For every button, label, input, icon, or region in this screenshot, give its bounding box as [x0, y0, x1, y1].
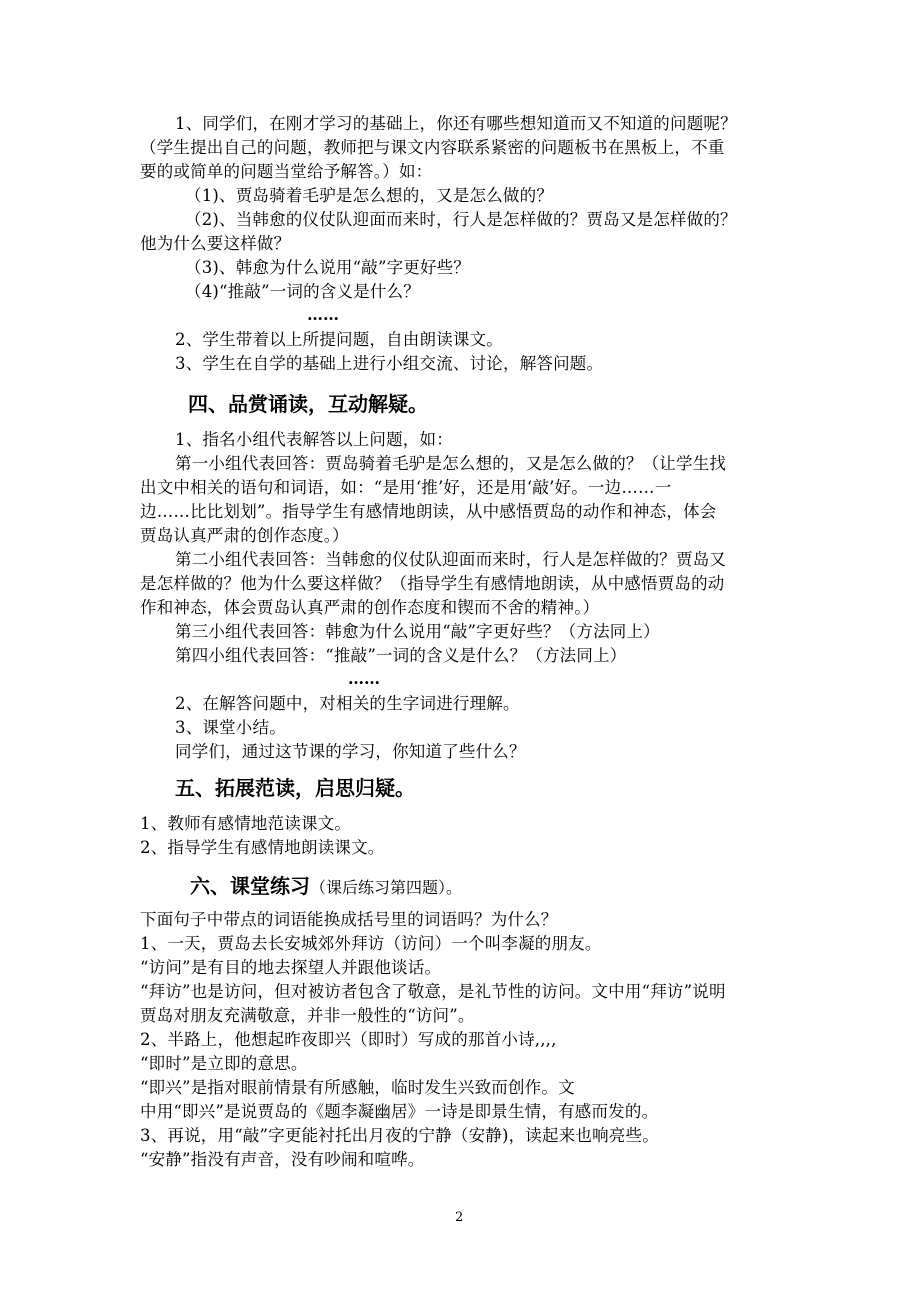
- exercise-line-5: 贾岛对朋友充满敬意，并非一般性的“访问”。: [140, 1006, 475, 1025]
- group-2-line-2: 是怎样做的？他为什么要这样做？（指导学生有感情地朗读，从中感悟贾岛的动: [140, 574, 725, 593]
- exercise-line-1: 下面句子中带点的词语能换成括号里的词语吗？为什么？: [140, 910, 558, 929]
- part4-intro: 1、指名小组代表解答以上问题，如：: [175, 430, 453, 449]
- section-heading-5: 五、拓展范读，启思归疑。: [175, 776, 415, 800]
- group-4: 第四小组代表回答：“推敲”一词的含义是什么？（方法同上）: [175, 646, 627, 665]
- exercise-line-3: “访问”是有目的地去探望人并跟他谈话。: [140, 958, 442, 977]
- page-number: 2: [455, 1210, 464, 1225]
- section-heading-6-title: 六、课堂练习: [190, 874, 310, 898]
- group-3: 第三小组代表回答：韩愈为什么说用“敲”字更好些？（方法同上）: [175, 622, 660, 641]
- section-heading-4: 四、品赏诵读，互动解疑。: [188, 392, 428, 416]
- exercise-line-2: 1、一天，贾岛去长安城郊外拜访（访问）一个叫李凝的朋友。: [140, 934, 602, 953]
- group-2-line-1: 第二小组代表回答：当韩愈的仪仗队迎面而来时，行人是怎样做的？贾岛又: [175, 550, 727, 569]
- exercise-line-4: “拜访”也是访问，但对被访者包含了敬意，是礼节性的访问。文中用“拜访”说明: [140, 982, 726, 1001]
- question-item-2-cont: 他为什么要这样做？: [140, 234, 291, 253]
- part4-point-3: 3、课堂小结。: [175, 718, 286, 737]
- group-1-line-4: 贾岛认真严肃的创作态度。）: [140, 526, 349, 545]
- part5-line-2: 2、指导学生有感情地朗读课文。: [140, 838, 385, 857]
- question-2: 2、学生带着以上所提问题，自由朗读课文。: [175, 330, 503, 349]
- question-item-3: （3)、韩愈为什么说用“敲”字更好些？: [185, 258, 471, 277]
- question-1-line-1: 1、同学们，在刚才学习的基础上，你还有哪些想知道而又不知道的问题呢？: [175, 114, 737, 133]
- ellipsis-1: ……: [307, 305, 339, 324]
- question-item-2: （2)、当韩愈的仪仗队迎面而来时，行人是怎样做的？贾岛又是怎样做的？: [185, 210, 737, 229]
- exercise-line-9: 中用“即兴”是说贾岛的《题李凝幽居》一诗是即景生情，有感而发的。: [140, 1102, 659, 1121]
- question-1-line-2: （学生提出自己的问题，教师把与课文内容联系紧密的问题板书在黑板上，不重: [140, 138, 725, 157]
- question-1-line-3: 要的或简单的问题当堂给予解答。）如：: [140, 162, 433, 181]
- exercise-line-8: “即兴”是指对眼前情景有所感触，临时发生兴致而创作。文: [140, 1078, 575, 1097]
- group-1-line-1: 第一小组代表回答：贾岛骑着毛驴是怎么想的，又是怎么做的？（让学生找: [175, 454, 727, 473]
- section-heading-6: [190, 872, 462, 902]
- part4-summary-question: 同学们，通过这节课的学习，你知道了些什么？: [175, 742, 526, 761]
- group-2-line-3: 作和神态，体会贾岛认真严肃的创作态度和锲而不舍的精神。）: [140, 598, 600, 617]
- group-1-line-2: 出文中相关的语句和词语，如：“是用‘推’好，还是用‘敲’好。一边……一: [140, 478, 672, 497]
- group-1-line-3: 边……比比划划”。指导学生有感情地朗读，从中感悟贾岛的动作和神态，体会: [140, 502, 717, 521]
- exercise-line-11: “安静”指没有声音，没有吵闹和喧哗。: [140, 1150, 425, 1169]
- part4-point-2: 2、在解答问题中，对相关的生字词进行理解。: [175, 694, 520, 713]
- part5-line-1: 1、教师有感情地范读课文。: [140, 814, 352, 833]
- exercise-line-7: “即时”是立即的意思。: [140, 1054, 308, 1073]
- question-item-1: （1)、贾岛骑着毛驴是怎么想的，又是怎么做的？: [185, 186, 554, 205]
- section-heading-6-note: （课后练习第四题）。: [310, 878, 463, 897]
- question-3: 3、学生在自学的基础上进行小组交流、讨论，解答问题。: [175, 354, 604, 373]
- question-item-4: （4)“推敲”一词的含义是什么？: [185, 282, 421, 301]
- exercise-line-6: 2、半路上，他想起昨夜即兴（即时）写成的那首小诗,,,,: [140, 1030, 557, 1049]
- ellipsis-2: ……: [348, 669, 380, 688]
- exercise-line-10: 3、再说，用“敲”字更能衬托出月夜的宁静（安静)，读起来也响亮些。: [140, 1126, 659, 1145]
